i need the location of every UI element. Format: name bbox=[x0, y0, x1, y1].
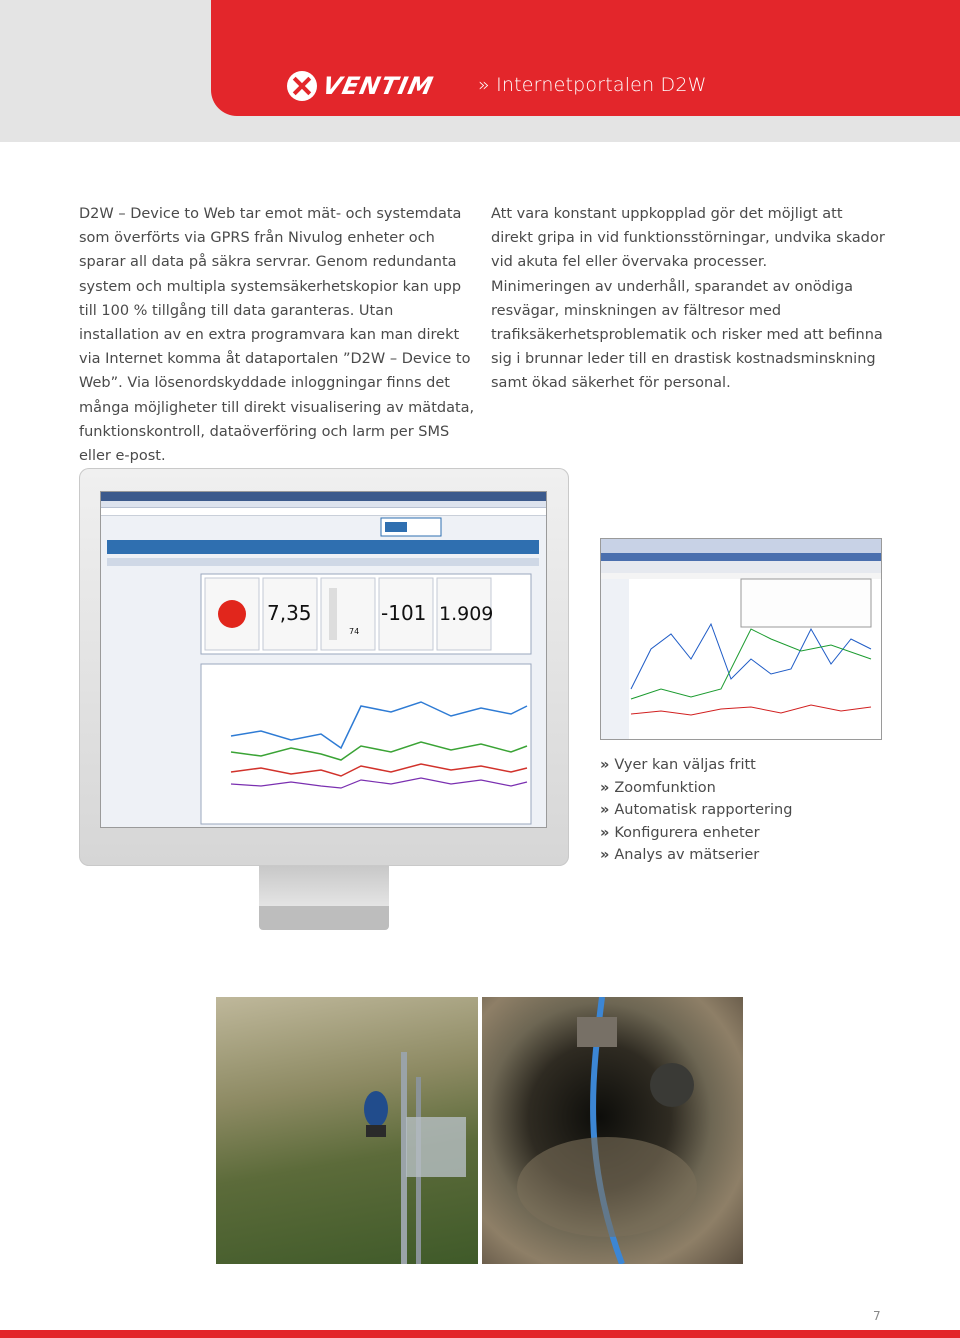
browser-titlebar bbox=[101, 492, 546, 501]
page-title: » Internetportalen D2W bbox=[478, 74, 707, 96]
bullet-marker: » bbox=[600, 779, 610, 796]
bullet-marker: » bbox=[600, 802, 610, 819]
footer-red-bar bbox=[0, 1330, 960, 1338]
monitor-image bbox=[79, 468, 569, 934]
intro-paragraph: D2W – Device to Web tar emot mät- och systemdata som överförts via GPRS från Nivulog enheter och sparar all data på säkra servrar. Genom redundanta system och multipla systemsäkerhetskopior kan upp till 100 % tillgång till data garanteras. Utan installation av en extra programvara kan man direkt via Internet komma åt dataportalen ”D2W – Device to Web”. Via lösenordskyddade inloggningar finns det många möjligheter till direkt visualisering av mätdata, funktionskontroll, dataöverföring och larm per SMS eller e-post. bbox=[79, 206, 475, 465]
browser-address-bar bbox=[101, 508, 546, 516]
ventim-logo bbox=[287, 69, 437, 103]
bullet-marker: » bbox=[600, 824, 610, 841]
portal-screenshot bbox=[100, 491, 547, 828]
intro-right-column bbox=[491, 202, 887, 396]
logo-wordmark: VENTIM bbox=[320, 72, 437, 100]
list-item bbox=[600, 799, 792, 822]
sensor-mast-illustration bbox=[216, 997, 478, 1264]
bullet-marker: » bbox=[600, 847, 610, 864]
display-value-2: -101 bbox=[381, 601, 427, 625]
monitor-stand-neck bbox=[259, 866, 389, 906]
list-item bbox=[600, 844, 792, 867]
browser-menubar bbox=[101, 501, 546, 508]
bullet-marker: » bbox=[600, 757, 610, 773]
monitor-stand-foot bbox=[259, 906, 389, 930]
list-item-label: Konfigurera enheter bbox=[614, 824, 760, 841]
page-number: 7 bbox=[873, 1309, 881, 1323]
manhole-sensor-photo bbox=[482, 997, 743, 1264]
analysis-chart-image bbox=[601, 539, 881, 739]
display-value-4: 74 bbox=[349, 627, 360, 636]
intro-left-column bbox=[79, 202, 475, 468]
field-photos bbox=[216, 997, 743, 1264]
list-item-label: Analys av mätserier bbox=[614, 847, 760, 864]
ventim-logo-icon bbox=[287, 71, 317, 101]
list-item-label: Zoomfunktion bbox=[614, 779, 716, 796]
list-item-label: Automatisk rapportering bbox=[614, 802, 793, 819]
portal-dashboard bbox=[101, 516, 546, 828]
list-item bbox=[600, 822, 792, 845]
field-installation-photo bbox=[216, 997, 478, 1264]
monitor-bezel bbox=[79, 468, 569, 866]
analysis-screenshot bbox=[600, 538, 882, 740]
list-item bbox=[600, 777, 792, 800]
benefit-paragraph-2: Minimeringen av underhåll, sparandet av onödiga resvägar, minskningen av fältresor med trafiksäkerhetsproblematik och risker med att befinna sig i brunnar leder till en drastisk kostnadsminskning samt ökad säkerhet för personal. bbox=[491, 278, 883, 392]
benefit-paragraph-1: Att vara konstant uppkopplad gör det möjligt att direkt gripa in vid funktionsstörningar, undvika skador vid akuta fel eller övervaka processer. bbox=[491, 206, 885, 271]
list-item-label: Vyer kan väljas fritt bbox=[614, 757, 756, 773]
display-value-1: 7,35 bbox=[267, 601, 312, 625]
display-value-3: 1.909 bbox=[439, 603, 494, 625]
feature-list bbox=[600, 754, 792, 867]
manhole-illustration bbox=[482, 997, 743, 1264]
list-item bbox=[600, 754, 792, 777]
